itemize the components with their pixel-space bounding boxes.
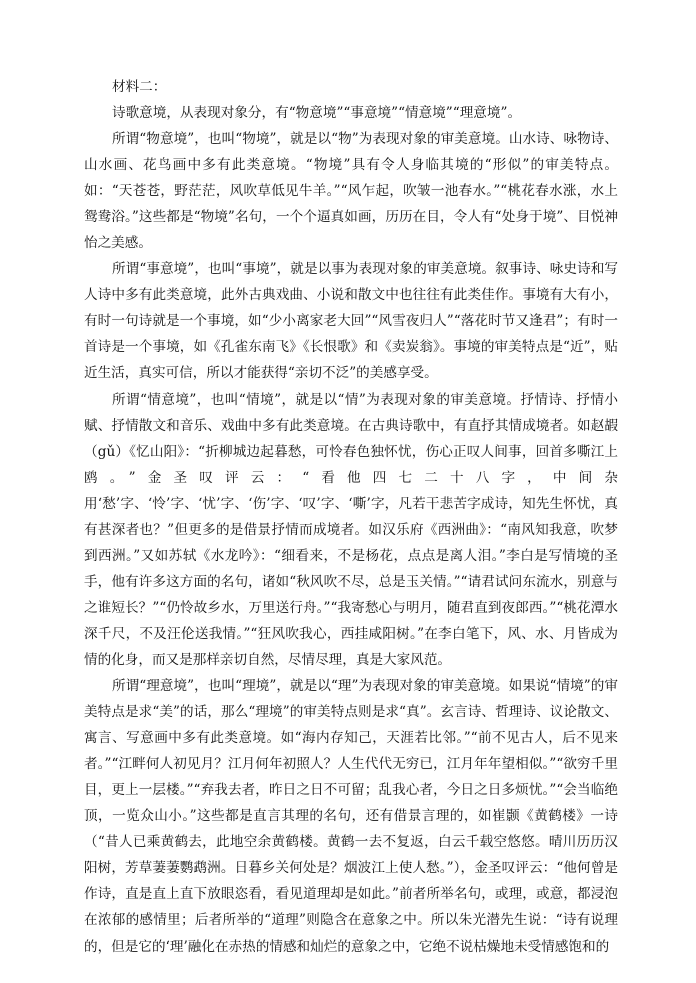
paragraph-emotion-realm: 所谓“情意境”，也叫“情境”，就是以“情”为表现对象的审美意境。抒情诗、抒情小赋、抒情散文和音乐、戏曲中多有此类意境。在古典诗歌中，有直抒其情成境者。如赵嘏（gǔ）《忆山阳》：“折柳城边起暮愁，可怜春色独怀忧，伤心正叹人间事，回首多嘶江上鸥。”金圣叹评云：“看他四七二十八字，中间杂用‘愁’字、‘怜’字、‘忧’字、‘伤’字、‘叹’字、‘嘶’字，凡若干悲苦字成诗，知先生怀忧，真有甚深者也？”但更多的是借景抒情而成境者。如汉乐府《西洲曲》：“南风知我意，吹梦到西洲。”又如苏轼《水龙吟》：“细看来，不是杨花，点点是离人泪。”李白是写情境的圣手，他有许多这方面的名句，诸如“秋风吹不尽，总是玉关情。”“请君试问东流水，别意与之谁短长？”“仍怜故乡水，万里送行舟。”“我寄愁心与明月，随君直到夜郎西。”“桃花潭水深千尺，不及汪伦送我情。”“狂风吹我心，西挂咸阳树。”在李白笔下，风、水、月皆成为情的化身，而又是那样亲切自然，尽情尽理，真是大家风范。	[84, 391, 618, 668]
document-page	[84, 74, 618, 960]
paragraph-object-realm: 所谓“物意境”，也叫“物境”，就是以“物”为表现对象的审美意境。山水诗、咏物诗、山水画、花鸟画中多有此类意境。“物境”具有令人身临其境的“形似”的审美特点。如：“天苍苍，野茫茫，风吹草低见牛羊。”“风乍起，吹皱一池春水。”“桃花春水涨，水上鸳鸯浴。”这些都是“物境”名句，一个个逼真如画，历历在目，令人有“处身于境”、目悦神怡之美感。	[84, 131, 618, 252]
section-heading: 材料二：	[112, 79, 167, 95]
paragraph-intro: 诗歌意境，从表现对象分，有“物意境”“事意境”“情意境”“理意境”。	[112, 105, 522, 121]
paragraph-reason-realm: 所谓“理意境”，也叫“理境”，就是以“理”为表现对象的审美意境。如果说“情境”的审美特点是求“美”的话，那么“理境”的审美特点则是求“真”。玄言诗、哲理诗、议论散文、寓言、写意画中多有此类意境。如“海内存知己，天涯若比邻。”“前不见古人，后不见来者。”“江畔何人初见月？江月何年初照人？人生代代无穷已，江月年年望相似。”“欲穷千里目，更上一层楼。”“弃我去者，昨日之日不可留；乱我心者，今日之日多烦忧。”“会当临绝顶，一览众山小。”这些都是直言其理的名句，还有借景言理的，如崔颢《黄鹤楼》一诗（“昔人已乘黄鹤去，此地空余黄鹤楼。黄鹤一去不复返，白云千载空悠悠。晴川历历汉阳树，芳草萋萋鹦鹉洲。日暮乡关何处是？烟波江上使人愁。”），金圣叹评云：“他何曾是作诗，直是直上直下放眼恣看，看见道理却是如此。”前者所举名句，或理，或意，都浸泡在浓郁的感情里；后者所举的“道理”则隐含在意象之中。所以朱光潜先生说：“诗有说理的，但是它的‘理’融化在赤热的情感和灿烂的意象之中，它绝不说枯燥地未受情感饱和的	[84, 678, 618, 955]
paragraph-event-realm: 所谓“事意境”，也叫“事境”，就是以事为表现对象的审美意境。叙事诗、咏史诗和写人诗中多有此类意境，此外古典戏曲、小说和散文中也往往有此类佳作。事境有大有小，有时一句诗就是一个事境，如“少小离家老大回”“风雪夜归人”“落花时节又逢君”；有时一首诗是一个事境，如《孔雀东南飞》《长恨歌》和《卖炭翁》。事境的审美特点是“近”，贴近生活，真实可信，所以才能获得“亲切不泛”的美感享受。	[84, 261, 618, 382]
